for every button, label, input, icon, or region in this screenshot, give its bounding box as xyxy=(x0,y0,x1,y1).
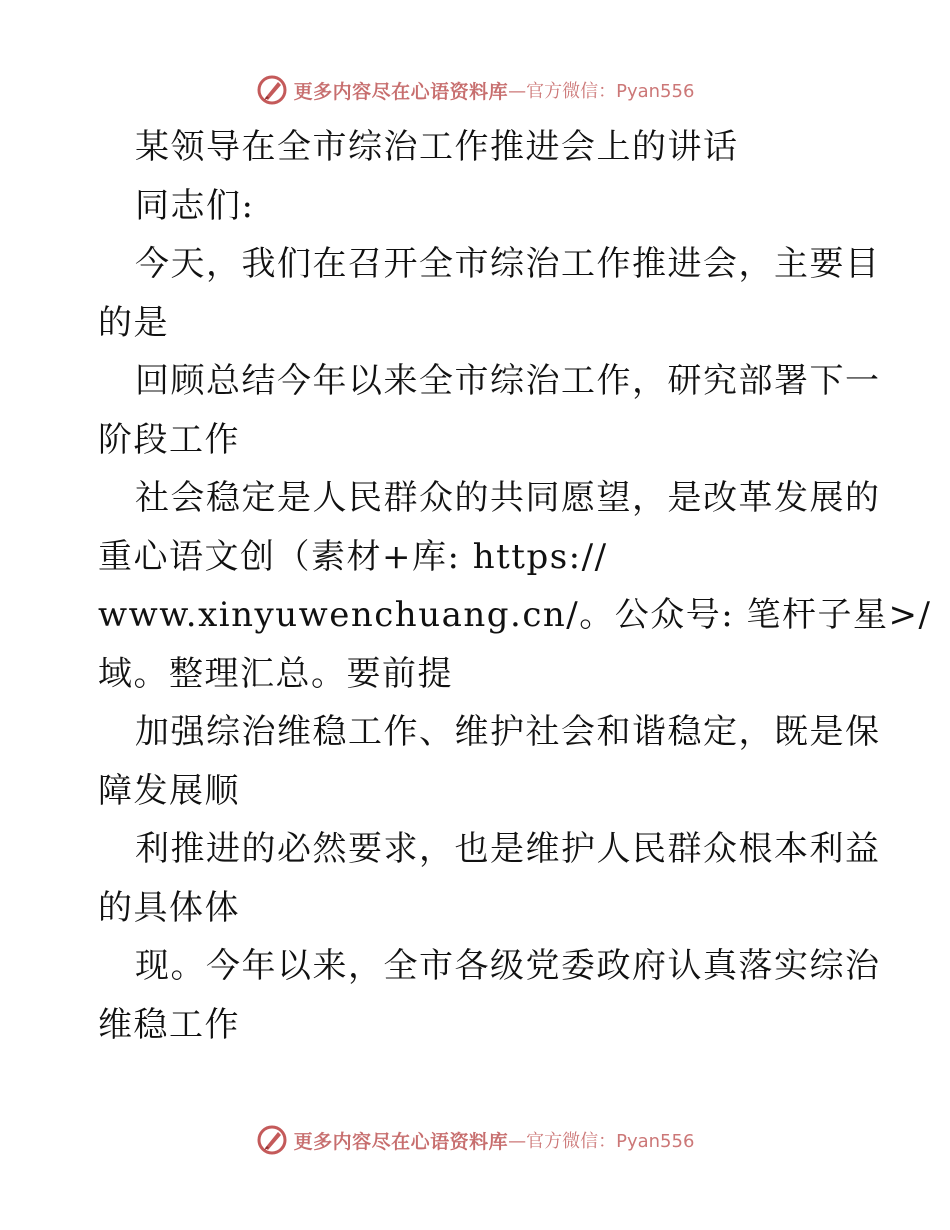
salutation: 同志们: xyxy=(135,185,255,226)
banner-contact-text: —官方微信：Pyan556 xyxy=(508,1131,695,1152)
paragraph-line: 域。整理汇总。要前提 xyxy=(98,653,453,694)
paragraph-line: 加强综治维稳工作、维护社会和谐稳定，既是保 xyxy=(135,712,881,752)
banner-contact-text: —官方微信：Pyan556 xyxy=(508,81,695,102)
quill-pen-logo-icon xyxy=(256,1124,288,1156)
paragraph-line: 维稳工作 xyxy=(98,1004,240,1045)
banner-main-text: 更多内容尽在心语资料库 xyxy=(293,80,509,103)
paragraph-line: 现。今年以来，全市各级党委政府认真落实综治 xyxy=(135,946,881,986)
paragraph-line: 利推进的必然要求，也是维护人民群众根本利益 xyxy=(135,829,881,869)
paragraph-line: 障发展顺 xyxy=(98,770,240,811)
paragraph-line: 回顾总结今年以来全市综治工作，研究部署下一 xyxy=(135,361,881,401)
paragraph-line: 社会稳定是人民群众的共同愿望，是改革发展的 xyxy=(135,478,881,518)
paragraph-line: 阶段工作 xyxy=(98,419,240,460)
paragraph-line: 的是 xyxy=(98,302,169,343)
document-title: 某领导在全市综治工作推进会上的讲话 xyxy=(135,127,739,167)
paragraph-line: 重心语文创（素材+库: https:// xyxy=(98,536,608,577)
footer-banner xyxy=(0,1120,950,1160)
paragraph-line: www.xinyuwenchuang.cn/。公众号: 笔杆子星>/ xyxy=(98,595,932,635)
quill-pen-logo-icon xyxy=(256,74,288,106)
paragraph-line: 的具体体 xyxy=(98,887,240,928)
header-banner xyxy=(0,70,950,110)
banner-main-text: 更多内容尽在心语资料库 xyxy=(293,1130,509,1153)
document-body xyxy=(98,118,932,1054)
paragraph-line: 今天，我们在召开全市综治工作推进会，主要目 xyxy=(135,244,881,284)
